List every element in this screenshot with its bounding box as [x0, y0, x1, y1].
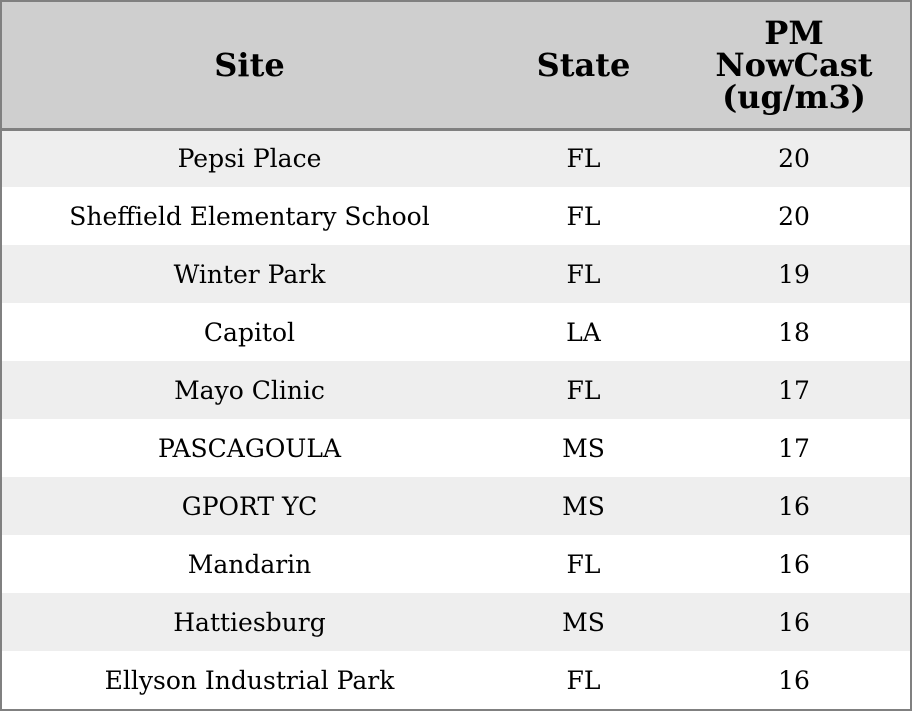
table-row — [2, 129, 910, 187]
site-cell: Ellyson Industrial Park — [104, 665, 395, 695]
pm-nowcast-table — [2, 2, 910, 709]
pm-value-cell: 16 — [778, 665, 810, 695]
pm-value-cell: 18 — [778, 317, 810, 347]
state-cell: FL — [566, 375, 601, 405]
pm-nowcast-column-header — [670, 2, 910, 129]
table-row — [2, 477, 910, 535]
table-row — [2, 187, 910, 245]
site-cell: PASCAGOULA — [157, 433, 342, 463]
site-cell: Winter Park — [173, 259, 326, 289]
table-row — [2, 651, 910, 709]
site-cell: Capitol — [203, 317, 296, 347]
state-cell: MS — [562, 433, 605, 463]
pm-value-cell: 16 — [778, 491, 810, 521]
state-cell: FL — [566, 201, 601, 231]
table-row — [2, 593, 910, 651]
pm-value-cell: 19 — [778, 259, 810, 289]
pm-header-line-1: PM — [764, 13, 824, 52]
site-cell: Sheffield Elementary School — [69, 201, 430, 231]
table-row — [2, 303, 910, 361]
pm-value-cell: 17 — [778, 375, 810, 405]
state-cell: MS — [562, 607, 605, 637]
table-row — [2, 361, 910, 419]
pm-value-cell: 16 — [778, 549, 810, 579]
state-cell: MS — [562, 491, 605, 521]
pm-value-cell: 20 — [778, 201, 810, 231]
table-row — [2, 535, 910, 593]
state-cell: FL — [566, 665, 601, 695]
table-row — [2, 245, 910, 303]
pm-value-cell: 17 — [778, 433, 810, 463]
pm-header-line-3: (ug/m3) — [722, 77, 866, 116]
pm-value-cell: 20 — [778, 144, 810, 174]
state-cell: FL — [566, 549, 601, 579]
pm-header-line-2: NowCast — [715, 45, 873, 84]
site-cell: Pepsi Place — [177, 144, 322, 174]
pm-value-cell: 16 — [778, 607, 810, 637]
table-header — [2, 2, 910, 129]
header-row — [2, 2, 910, 129]
site-column-header: Site — [2, 2, 497, 129]
state-cell: FL — [566, 144, 601, 174]
table-body — [2, 129, 910, 709]
site-cell: Hattiesburg — [173, 607, 326, 637]
table-row — [2, 419, 910, 477]
state-cell: LA — [566, 317, 601, 347]
site-cell: GPORT YC — [181, 491, 318, 521]
state-cell: FL — [566, 259, 601, 289]
site-cell: Mayo Clinic — [174, 375, 325, 405]
site-cell: Mandarin — [187, 549, 312, 579]
state-column-header: State — [497, 2, 670, 129]
